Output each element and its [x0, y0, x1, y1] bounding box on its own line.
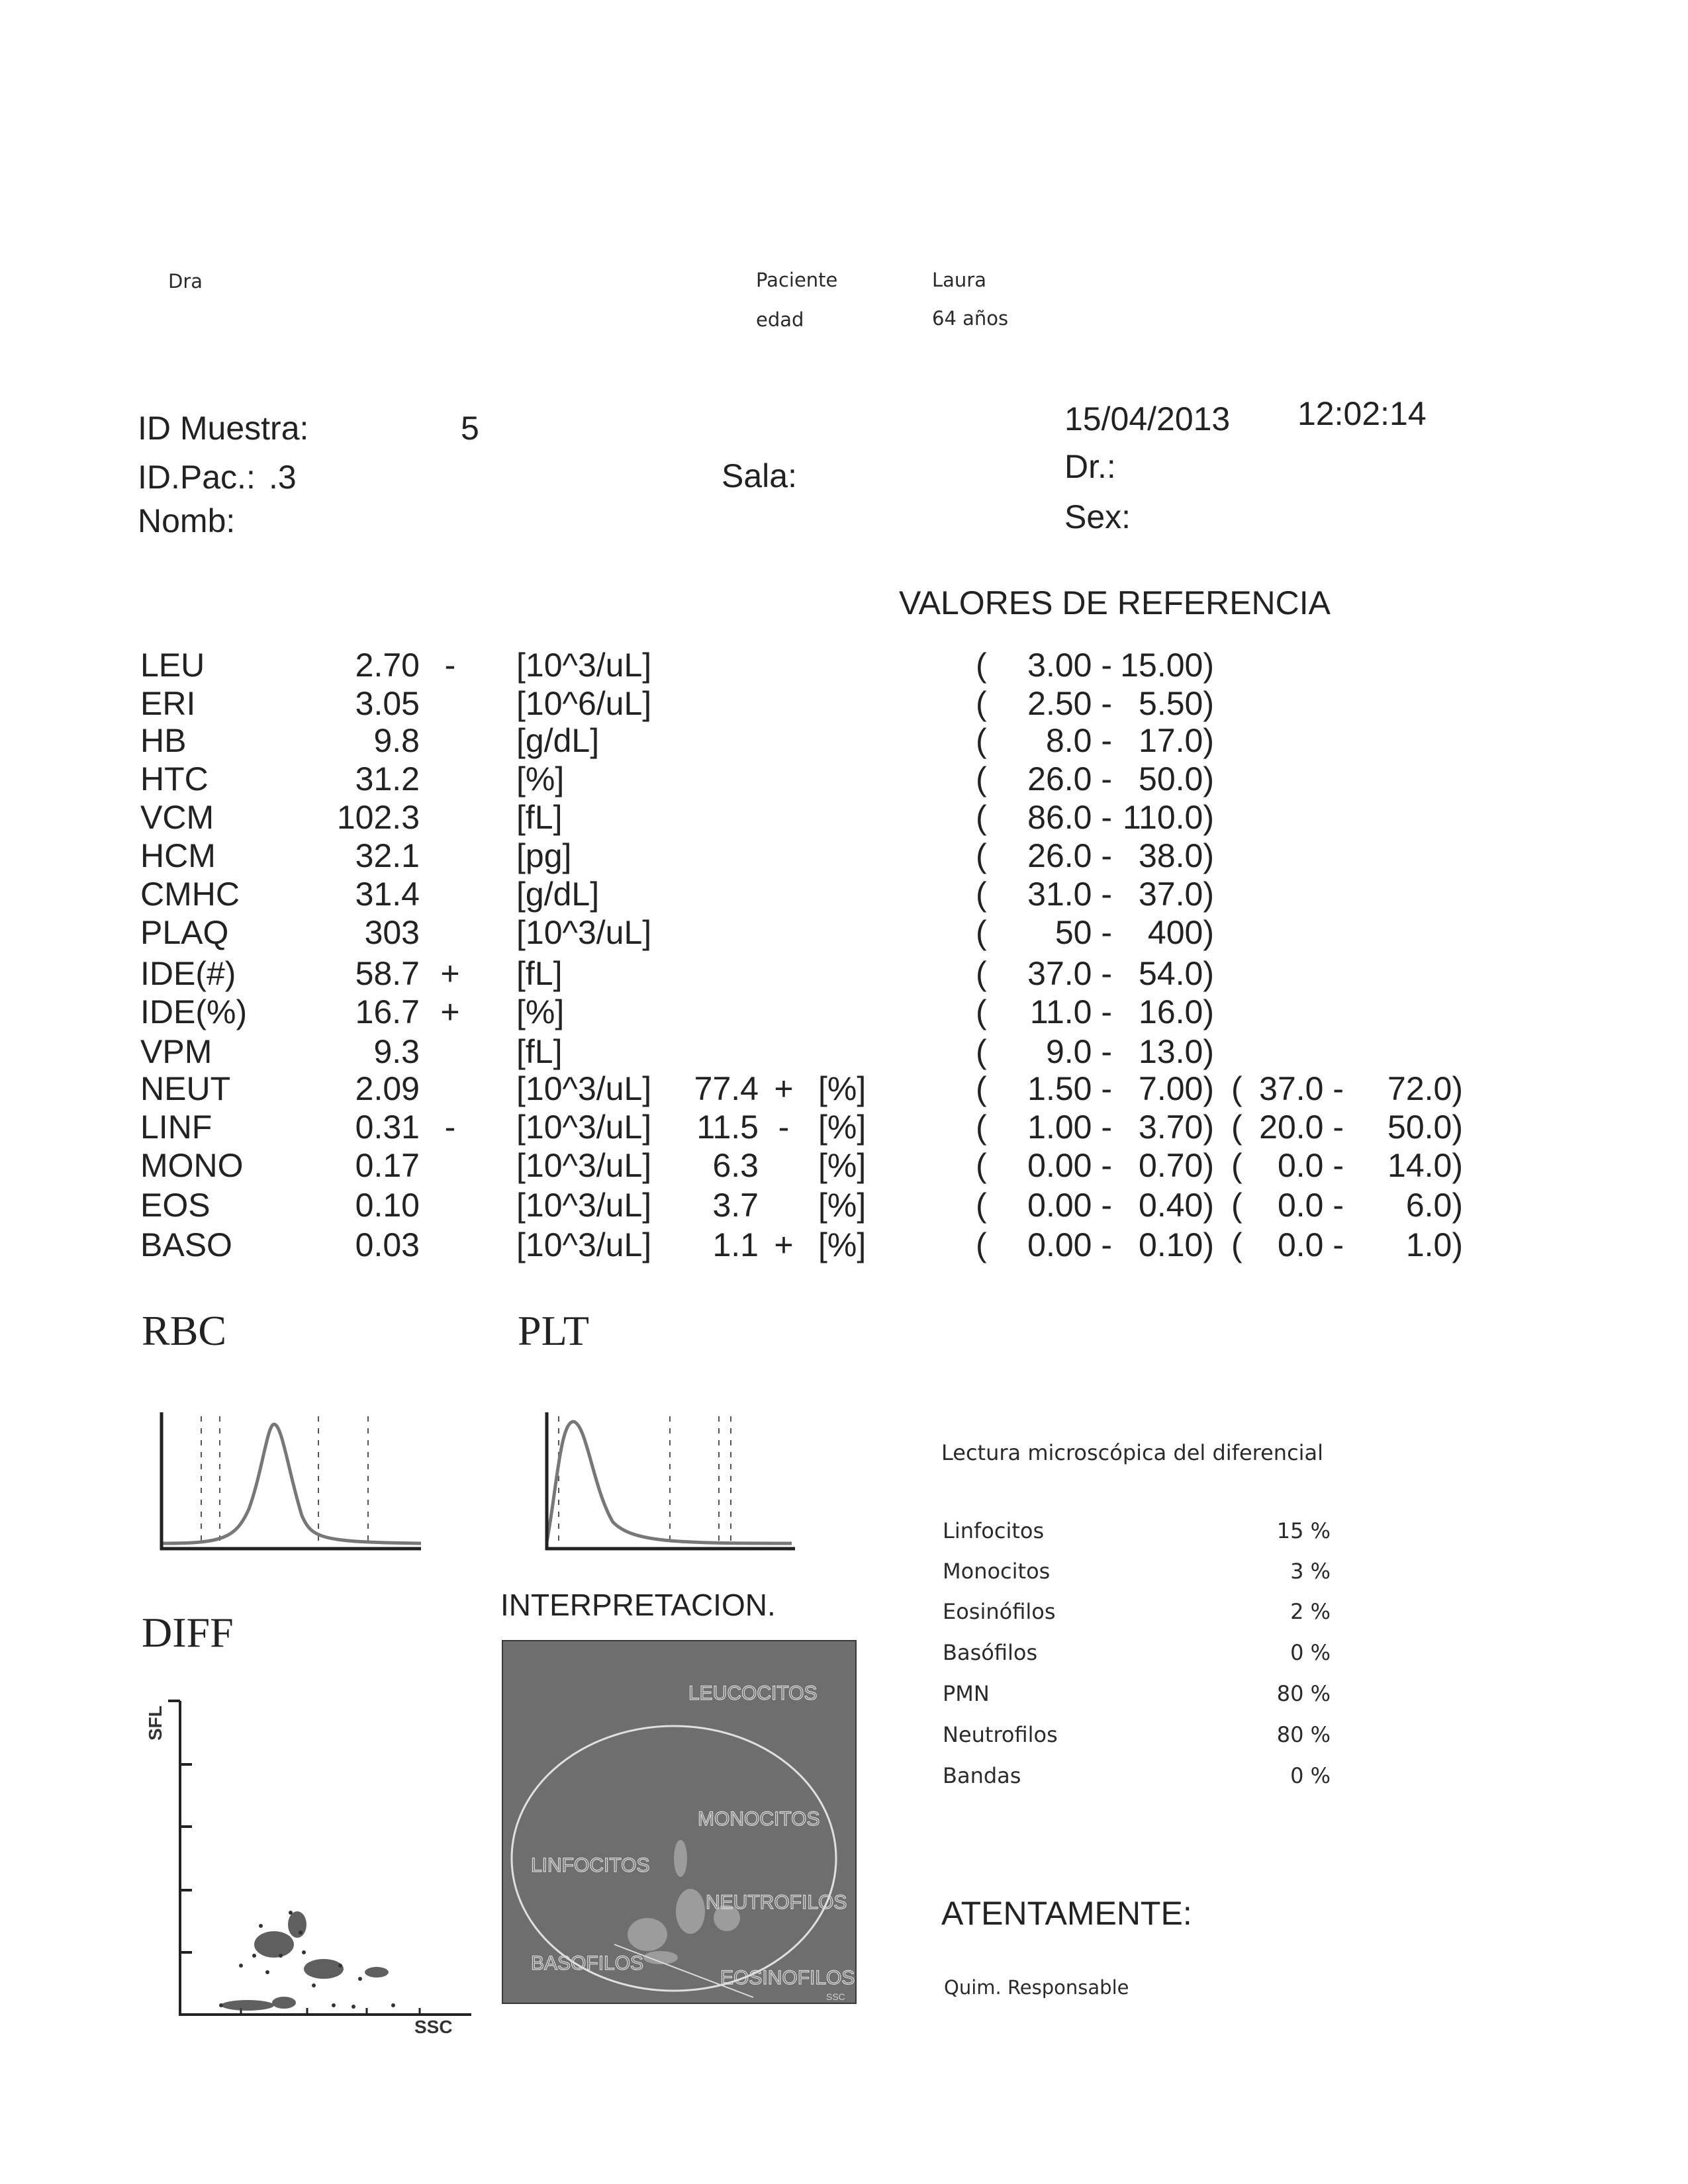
- doctor-label: Dra: [168, 270, 203, 293]
- microscopic-item-value: 15 %: [1276, 1518, 1331, 1543]
- result-punit: [%]: [818, 1070, 867, 1107]
- interpretation-ssc-label: SSC: [826, 1991, 845, 2002]
- result-ref-high: 7.00): [1139, 1070, 1214, 1107]
- ref-paren-open: (: [976, 1033, 987, 1070]
- age-value: 64 años: [932, 307, 1009, 330]
- microscopic-item-value: 80 %: [1276, 1681, 1331, 1706]
- result-value: 0.03: [355, 1226, 420, 1263]
- age-label: edad: [756, 308, 804, 331]
- result-name: VPM: [140, 1033, 212, 1070]
- result-punit: [%]: [818, 1147, 867, 1184]
- interpretation-title: INTERPRETACION.: [500, 1588, 776, 1622]
- microscopic-item-label: Monocitos: [943, 1559, 1051, 1584]
- result-name: EOS: [140, 1187, 211, 1224]
- linfocitos-label: LINFOCITOS: [531, 1854, 650, 1876]
- id-muestra-label: ID Muestra:: [138, 410, 309, 447]
- result-pflag: -: [778, 1109, 790, 1146]
- microscopic-item-label: Neutrofilos: [943, 1722, 1058, 1747]
- microscopic-item-label: Linfocitos: [943, 1518, 1045, 1543]
- result-ref-low: 11.0 -: [1029, 993, 1112, 1030]
- result-ref-low: 26.0 -: [1027, 760, 1112, 797]
- reference-values-title: VALORES DE REFERENCIA: [899, 584, 1331, 621]
- closing-text: ATENTAMENTE:: [941, 1895, 1192, 1932]
- result-name: CMHC: [140, 876, 240, 913]
- result-ref-high: 16.0): [1139, 993, 1214, 1030]
- microscopic-title: Lectura microscópica del diferencial: [941, 1440, 1324, 1465]
- ref-paren-open: (: [976, 685, 987, 722]
- result-ref-low: 1.00 -: [1027, 1109, 1112, 1146]
- result-name: IDE(%): [140, 993, 248, 1030]
- microscopic-item-label: Bandas: [943, 1763, 1021, 1788]
- neutrofilos-label: NEUTROFILOS: [706, 1891, 847, 1913]
- ref-paren-open: (: [976, 722, 987, 759]
- result-unit: [10^3/uL]: [516, 1147, 652, 1184]
- nomb-label: Nomb:: [138, 502, 236, 539]
- result-ref-high: 13.0): [1139, 1033, 1214, 1070]
- result-ref-low: 9.0 -: [1045, 1033, 1112, 1070]
- result-unit: [10^3/uL]: [516, 1109, 652, 1146]
- result-ref-low: 0.00 -: [1027, 1226, 1112, 1263]
- ref-paren-open: (: [976, 955, 987, 992]
- pct-ref-paren-open: (: [1231, 1070, 1243, 1107]
- ref-paren-open: (: [976, 876, 987, 913]
- pct-ref-paren-open: (: [1231, 1147, 1243, 1184]
- result-unit: [10^3/uL]: [516, 914, 652, 951]
- signer-label: Quim. Responsable: [944, 1976, 1129, 1999]
- plt-title: PLT: [518, 1307, 589, 1354]
- result-pflag: +: [774, 1226, 794, 1263]
- ref-paren-open: (: [976, 993, 987, 1030]
- ref-paren-open: (: [976, 799, 987, 836]
- result-ref-high: 3.70): [1139, 1109, 1214, 1146]
- result-unit: [g/dL]: [516, 876, 600, 913]
- eosinofilos-label: EOSINOFILOS: [720, 1967, 855, 1989]
- microscopic-item-value: 3 %: [1290, 1559, 1331, 1584]
- result-ref-low: 50 -: [1055, 914, 1112, 951]
- microscopic-item-value: 0 %: [1290, 1763, 1331, 1788]
- result-pct: 77.4: [694, 1070, 759, 1107]
- result-punit: [%]: [818, 1226, 867, 1263]
- rbc-histogram: [156, 1410, 434, 1555]
- result-pct: 6.3: [712, 1147, 759, 1184]
- dr-label: Dr.:: [1064, 448, 1116, 485]
- ref-paren-open: (: [976, 760, 987, 797]
- diff-title: DIFF: [142, 1609, 234, 1656]
- basofilos-label: BASOFILOS: [531, 1952, 644, 1974]
- result-ref-low: 1.50 -: [1027, 1070, 1112, 1107]
- result-unit: [g/dL]: [516, 722, 600, 759]
- report-time: 12:02:14: [1297, 395, 1427, 432]
- result-pref-high: 6.0): [1405, 1187, 1463, 1224]
- result-ref-low: 31.0 -: [1027, 876, 1112, 913]
- result-pref-high: 50.0): [1387, 1109, 1463, 1146]
- result-pref-low: 20.0 -: [1259, 1109, 1344, 1146]
- result-name: LEU: [140, 647, 205, 684]
- result-unit: [pg]: [516, 837, 572, 874]
- id-muestra-value: 5: [461, 410, 479, 447]
- result-pflag: +: [774, 1070, 794, 1107]
- result-unit: [%]: [516, 993, 565, 1030]
- result-value: 9.8: [373, 722, 420, 759]
- id-pac-label: ID.Pac.:: [138, 459, 256, 496]
- pct-ref-paren-open: (: [1231, 1226, 1243, 1263]
- result-ref-low: 0.00 -: [1027, 1147, 1112, 1184]
- result-value: 31.4: [355, 876, 420, 913]
- result-ref-high: 50.0): [1139, 760, 1214, 797]
- ref-paren-open: (: [976, 837, 987, 874]
- result-value: 303: [364, 914, 420, 951]
- diff-scattergram: [142, 1694, 486, 2038]
- result-ref-low: 8.0 -: [1045, 722, 1112, 759]
- result-value: 2.09: [355, 1070, 420, 1107]
- rbc-title: RBC: [142, 1307, 227, 1354]
- result-ref-low: 3.00 -: [1027, 647, 1112, 684]
- pct-ref-paren-open: (: [1231, 1187, 1243, 1224]
- result-unit: [10^3/uL]: [516, 1070, 652, 1107]
- result-ref-high: 37.0): [1139, 876, 1214, 913]
- ref-paren-open: (: [976, 647, 987, 684]
- result-ref-low: 26.0 -: [1027, 837, 1112, 874]
- result-unit: [%]: [516, 760, 565, 797]
- result-name: LINF: [140, 1109, 212, 1146]
- pct-ref-paren-open: (: [1231, 1109, 1243, 1146]
- result-pref-low: 0.0 -: [1277, 1187, 1344, 1224]
- result-ref-high: 400): [1147, 914, 1214, 951]
- result-pref-high: 14.0): [1387, 1147, 1463, 1184]
- result-flag: +: [440, 955, 460, 992]
- result-value: 0.17: [355, 1147, 420, 1184]
- result-ref-low: 86.0 -: [1027, 799, 1112, 836]
- result-pct: 11.5: [696, 1109, 759, 1146]
- result-ref-low: 2.50 -: [1027, 685, 1112, 722]
- plt-histogram: [540, 1410, 805, 1555]
- result-name: VCM: [140, 799, 214, 836]
- result-ref-high: 0.70): [1139, 1147, 1214, 1184]
- result-value: 31.2: [355, 760, 420, 797]
- diff-x-label: SSC: [414, 2017, 453, 2037]
- ref-paren-open: (: [976, 1147, 987, 1184]
- result-ref-high: 38.0): [1139, 837, 1214, 874]
- result-name: ERI: [140, 685, 196, 722]
- ref-paren-open: (: [976, 914, 987, 951]
- result-flag: -: [444, 647, 456, 684]
- result-name: MONO: [140, 1147, 244, 1184]
- result-unit: [10^3/uL]: [516, 1187, 652, 1224]
- microscopic-item-label: Basófilos: [943, 1640, 1038, 1665]
- result-name: BASO: [140, 1226, 232, 1263]
- result-value: 0.31: [355, 1109, 420, 1146]
- result-punit: [%]: [818, 1187, 867, 1224]
- interpretation-diagram: [502, 1640, 857, 2004]
- id-pac-value: .3: [269, 459, 297, 496]
- result-pref-low: 0.0 -: [1277, 1226, 1344, 1263]
- ref-paren-open: (: [976, 1109, 987, 1146]
- result-unit: [10^6/uL]: [516, 685, 652, 722]
- microscopic-item-value: 80 %: [1276, 1722, 1331, 1747]
- result-ref-high: 17.0): [1139, 722, 1214, 759]
- result-value: 9.3: [373, 1033, 420, 1070]
- ref-paren-open: (: [976, 1187, 987, 1224]
- result-value: 0.10: [355, 1187, 420, 1224]
- result-pref-high: 1.0): [1405, 1226, 1463, 1263]
- result-name: HCM: [140, 837, 216, 874]
- ref-paren-open: (: [976, 1070, 987, 1107]
- result-name: HTC: [140, 760, 209, 797]
- sala-label: Sala:: [722, 457, 797, 494]
- result-ref-high: 0.10): [1139, 1226, 1214, 1263]
- patient-label: Paciente: [756, 269, 838, 291]
- result-value: 3.05: [355, 685, 420, 722]
- result-ref-high: 54.0): [1139, 955, 1214, 992]
- result-name: NEUT: [140, 1070, 231, 1107]
- result-value: 102.3: [336, 799, 420, 836]
- result-unit: [10^3/uL]: [516, 1226, 652, 1263]
- result-unit: [fL]: [516, 1033, 563, 1070]
- result-flag: -: [444, 1109, 456, 1146]
- microscopic-item-label: Eosinófilos: [943, 1599, 1056, 1624]
- result-unit: [fL]: [516, 955, 563, 992]
- monocitos-label: MONOCITOS: [698, 1808, 820, 1830]
- result-value: 16.7: [355, 993, 420, 1030]
- result-flag: +: [440, 993, 460, 1030]
- result-ref-low: 0.00 -: [1027, 1187, 1112, 1224]
- report-date: 15/04/2013: [1064, 400, 1231, 437]
- sex-label: Sex:: [1064, 498, 1131, 535]
- microscopic-item-value: 2 %: [1290, 1599, 1331, 1624]
- result-value: 58.7: [355, 955, 420, 992]
- result-value: 2.70: [355, 647, 420, 684]
- patient-name: Laura: [932, 269, 987, 291]
- result-punit: [%]: [818, 1109, 867, 1146]
- result-unit: [fL]: [516, 799, 563, 836]
- ref-paren-open: (: [976, 1226, 987, 1263]
- result-unit: [10^3/uL]: [516, 647, 652, 684]
- result-name: HB: [140, 722, 187, 759]
- result-name: PLAQ: [140, 914, 229, 951]
- diff-y-label: SFL: [145, 1706, 165, 1741]
- result-pref-low: 0.0 -: [1277, 1147, 1344, 1184]
- result-pct: 1.1: [712, 1226, 759, 1263]
- result-pct: 3.7: [712, 1187, 759, 1224]
- microscopic-item-value: 0 %: [1290, 1640, 1331, 1665]
- leucocitos-label: LEUCOCITOS: [688, 1682, 818, 1704]
- result-ref-low: 37.0 -: [1027, 955, 1112, 992]
- result-name: IDE(#): [140, 955, 236, 992]
- result-pref-high: 72.0): [1387, 1070, 1463, 1107]
- result-ref-high: 0.40): [1139, 1187, 1214, 1224]
- result-ref-high: 110.0): [1122, 799, 1214, 836]
- microscopic-item-label: PMN: [943, 1681, 990, 1706]
- result-value: 32.1: [355, 837, 420, 874]
- result-ref-high: 5.50): [1139, 685, 1214, 722]
- result-ref-high: 15.00): [1120, 647, 1214, 684]
- result-pref-low: 37.0 -: [1259, 1070, 1344, 1107]
